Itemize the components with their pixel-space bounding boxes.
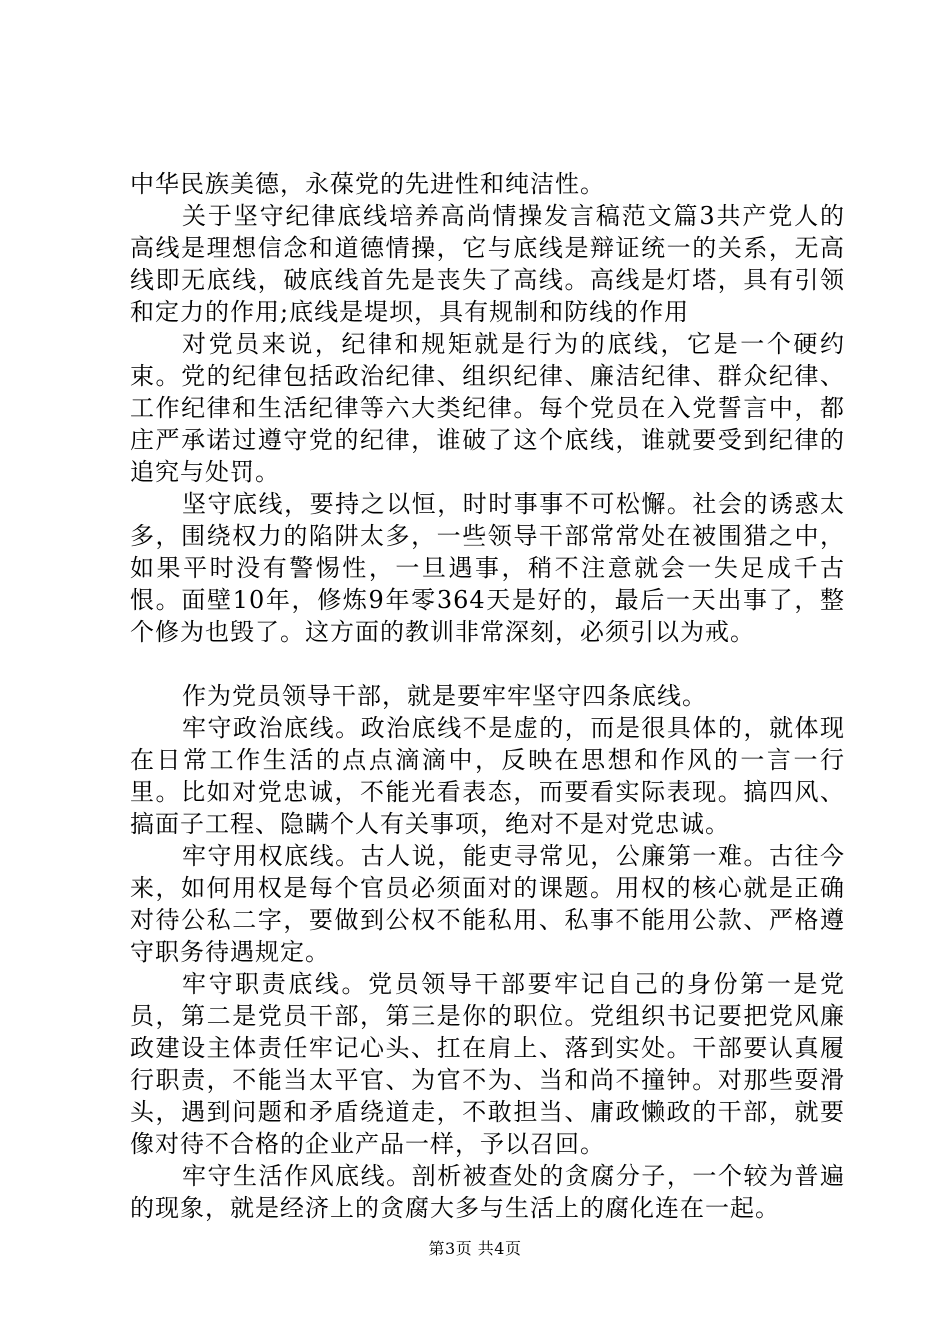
- paragraph-political-line: 牢守政治底线。政治底线不是虚的，而是很具体的，就体现在日常工作生活的点点滴滴中，反映在思想和作风的一言一行里。比如对党忠诚，不能光看表态，而要看实际表现。搞四风、搞面子工程、隐瞒个人有关事项，绝对不是对党忠诚。: [130, 714, 845, 838]
- page-number-footer: 第3页 共4页: [428, 1239, 522, 1258]
- paragraph-duty-line: 牢守职责底线。党员领导干部要牢记自己的身份第一是党员，第二是党员干部，第三是你的职位。党组织书记要把党风廉政建设主体责任牢记心头、扛在肩上、落到实处。干部要认真履行职责，不能当太平官、为官不为、当和尚不撞钟。对那些耍滑头，遇到问题和矛盾绕道走，不敢担当、庸政懒政的干部，就要像对待不合格的企业产品一样，予以召回。: [130, 970, 845, 1158]
- paragraph-discipline: 对党员来说，纪律和规矩就是行为的底线，它是一个硬约束。党的纪律包括政治纪律、组织纪律、廉洁纪律、群众纪律、工作纪律和生活纪律等六大类纪律。每个党员在入党誓言中，都庄严承诺过遵守党的纪律，谁破了这个底线，谁就要受到纪律的追究与处罚。: [130, 330, 845, 486]
- paragraph-continuation: 中华民族美德，永葆党的先进性和纯洁性。: [130, 170, 605, 198]
- paragraph-lifestyle-line: 牢守生活作风底线。剖析被查处的贪腐分子，一个较为普遍的现象，就是经济上的贪腐大多与生活上的腐化连在一起。: [130, 1162, 845, 1222]
- document-body: [130, 168, 845, 1224]
- paragraph-high-line: 关于坚守纪律底线培养高尚情操发言稿范文篇3共产党人的高线是理想信念和道德情操，它与底线是辩证统一的关系，无高线即无底线，破底线首先是丧失了高线。高线是灯塔，具有引领和定力的作用;底线是堤坝，具有规制和防线的作用: [130, 202, 845, 326]
- paragraph-perseverance: 坚守底线，要持之以恒，时时事事不可松懈。社会的诱惑太多，围绕权力的陷阱太多，一些领导干部常常处在被围猎之中，如果平时没有警惕性，一旦遇事，稍不注意就会一失足成千古恨。面壁10年，修炼9年零364天是好的，最后一天出事了，整个修为也毁了。这方面的教训非常深刻，必须引以为戒。: [130, 490, 845, 646]
- paragraph-power-line: 牢守用权底线。古人说，能吏寻常见，公廉第一难。古往今来，如何用权是每个官员必须面对的课题。用权的核心就是正确对待公私二字，要做到公权不能私用、私事不能用公款、严格遵守职务待遇规定。: [130, 842, 845, 966]
- paragraph-four-bottom-lines: 作为党员领导干部，就是要牢牢坚守四条底线。: [182, 682, 707, 710]
